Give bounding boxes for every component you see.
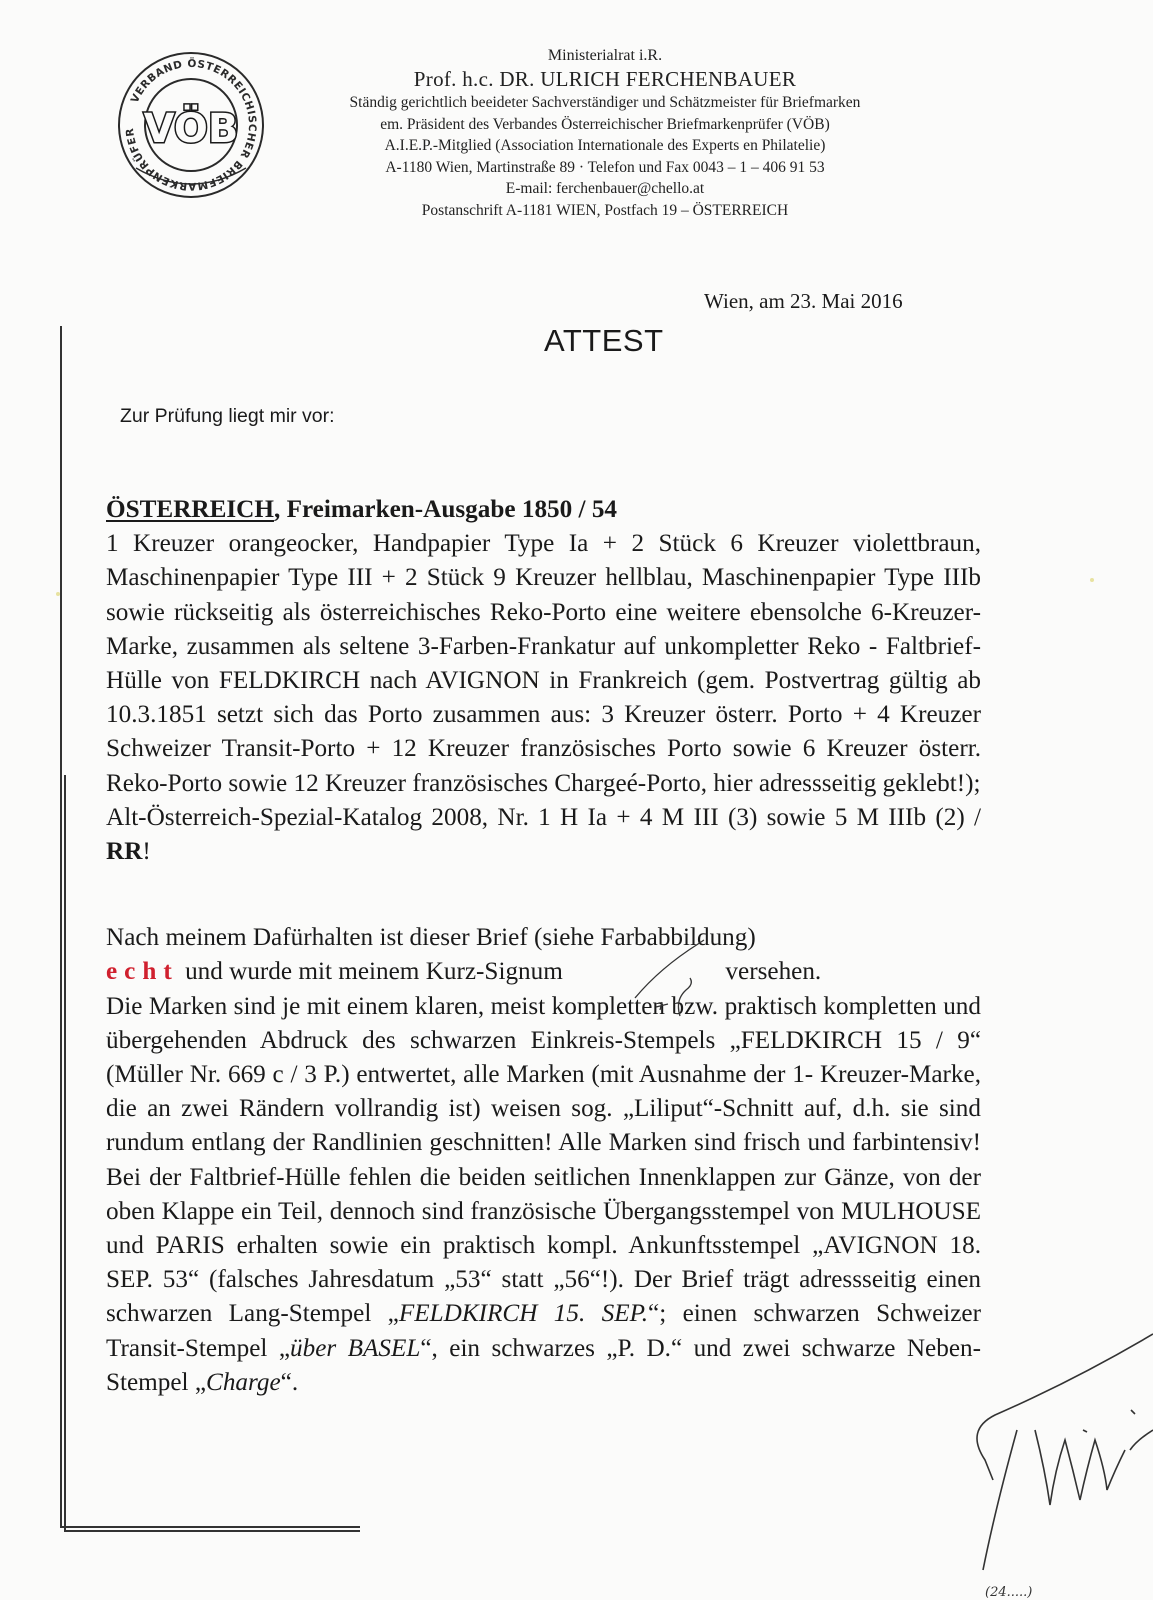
catalog-line — [106, 801, 981, 869]
heading-issue: , Freimarken-Ausgabe 1850 / 54 — [273, 496, 618, 523]
letterhead-line-address: A-1180 Wien, Martinstraße 89 · Telefon und Fax 0043 – 1 – 406 91 53 — [385, 158, 825, 176]
letterhead — [270, 46, 940, 221]
opinion-line-2 — [106, 955, 981, 989]
basel-stamp-text: über BASEL — [290, 1334, 421, 1362]
intro-label: Zur Prüfung liegt mir vor: — [120, 405, 335, 427]
left-margin-rule — [60, 326, 62, 1526]
rarity-mark: RR — [106, 838, 143, 866]
condition-text-1: Die Marken sind je mit einem klaren, meist kompletten bzw. praktisch kompletten und übergehenden Abdruck des schwarzen Einkreis-Stempels „FELDKIRCH 15 / 9“ (Müller Nr. 669 c / 3 P.) entwertet, alle Marken (mit Ausnahme der 1- Kreuzer-Marke, die an zwei Rändern vollrandig ist) weisen sog. „Liliput“-Schnitt auf, d.h. sie sind rundum entlang der Randlinien geschnitten! Alle Marken sind frisch und farbintensiv! Bei der Faltbrief-Hülle fehlen die beiden seitlichen Innenklappen zur Gänze, von der oben Klappe ein Teil, dennoch sind französische Übergangsstempel von MULHOUSE und PARIS erhalten sowie ein praktisch kompl. Ankunftsstempel „AVIGNON 18. SEP. 53“ (falsches Jahresdatum „53“ statt „56“!). Der Brief trägt adressseitig einen schwarzen Lang-Stempel „ — [106, 992, 981, 1328]
letterhead-line-aiep: A.I.E.P.-Mitglied (Association Internationale des Experts en Philatelie) — [384, 137, 826, 154]
page-title: ATTEST — [544, 323, 664, 358]
letterhead-line-president: em. Präsident des Verbandes Österreichischer Briefmarkenprüfer (VÖB) — [380, 115, 830, 133]
condition-text-3: “, ein schwarzes „P. D.“ und zwei schwarze Neben-Stempel „ — [106, 1334, 981, 1396]
description-paragraph: 1 Kreuzer orangeocker, Handpapier Type Ia + 2 Stück 6 Kreuzer violettbraun, Maschinenpapier Type III + 2 Stück 9 Kreuzer hellblau, Maschinenpapier Type IIIb sowie rückseitig als österreichisches Reko-Porto eine weitere ebensolche 6-Kreuzer-Marke, zusammen als seltene 3-Farben-Frankatur auf unkompletter Reko - Faltbrief-Hülle von FELDKIRCH nach AVIGNON in Frankreich (gem. Postvertrag gültig ab 10.3.1851 setzt sich das Porto zusammen aus: 3 Kreuzer österr. Porto + 4 Kreuzer Schweizer Transit-Porto + 12 Kreuzer französisches Porto sowie 6 Kreuzer österr. Reko-Porto sowie 12 Kreuzer französisches Chargeé-Porto, hier adressseitig geklebt!); — [106, 530, 981, 797]
letterhead-name: Prof. h.c. DR. ULRICH FERCHENBAUER — [413, 67, 797, 91]
seal-arc-text: VERBAND ÖSTERREICHISCHER BRIEFMARKENPRÜFER — [123, 57, 259, 193]
short-signature-mark — [620, 938, 730, 1018]
catalog-text: Alt-Österreich-Spezial-Katalog 2008, Nr. 1 H Ia + 4 M III (3) sowie 5 M IIIb (2) / — [106, 803, 981, 831]
condition-text-4: “. — [280, 1368, 299, 1396]
scan-speck — [1090, 578, 1094, 582]
handwritten-note: (24.....) — [985, 1585, 1033, 1600]
bottom-rule — [60, 1526, 360, 1528]
feldkirch-stamp-text: FELDKIRCH 15. SEP. — [398, 1300, 649, 1328]
document-date: Wien, am 23. Mai 2016 — [704, 289, 903, 313]
handwritten-signature — [955, 1320, 1153, 1600]
letterhead-line-credentials: Ständig gerichtlich beeideter Sachverständiger und Schätzmeister für Briefmarken — [349, 94, 861, 111]
voeb-seal-logo — [116, 50, 266, 200]
letterhead-line-postal: Postanschrift A-1181 WIEN, Postfach 19 – ÖSTERREICH — [421, 201, 789, 219]
opinion-line-1: Nach meinem Dafürhalten ist dieser Brief (siehe Farbabbildung) — [106, 924, 756, 952]
letterhead-rank: Ministerialrat i.R. — [547, 47, 663, 64]
attest-body — [106, 493, 981, 1400]
left-margin-rule-inner — [64, 775, 66, 1530]
charge-stamp-text: Charge — [206, 1368, 281, 1396]
letterhead-line-email: E-mail: ferchenbauer@chello.at — [505, 180, 705, 197]
seal-center-text: VÖB — [143, 106, 239, 152]
heading-country: ÖSTERREICH — [106, 496, 274, 523]
scan-speck — [56, 592, 60, 596]
echt-mark: echt — [106, 958, 179, 986]
condition-text-2: “; einen schwarzen Schweizer Transit-Stempel „ — [106, 1300, 982, 1362]
bottom-rule-inner — [64, 1530, 360, 1532]
catalog-end: ! — [142, 838, 151, 866]
opinion-text-a: und wurde mit meinem Kurz-Signum — [178, 958, 570, 986]
condition-paragraph — [106, 990, 981, 1400]
opinion-text-b: versehen. — [719, 958, 822, 986]
stamp-issue-heading — [106, 493, 981, 527]
